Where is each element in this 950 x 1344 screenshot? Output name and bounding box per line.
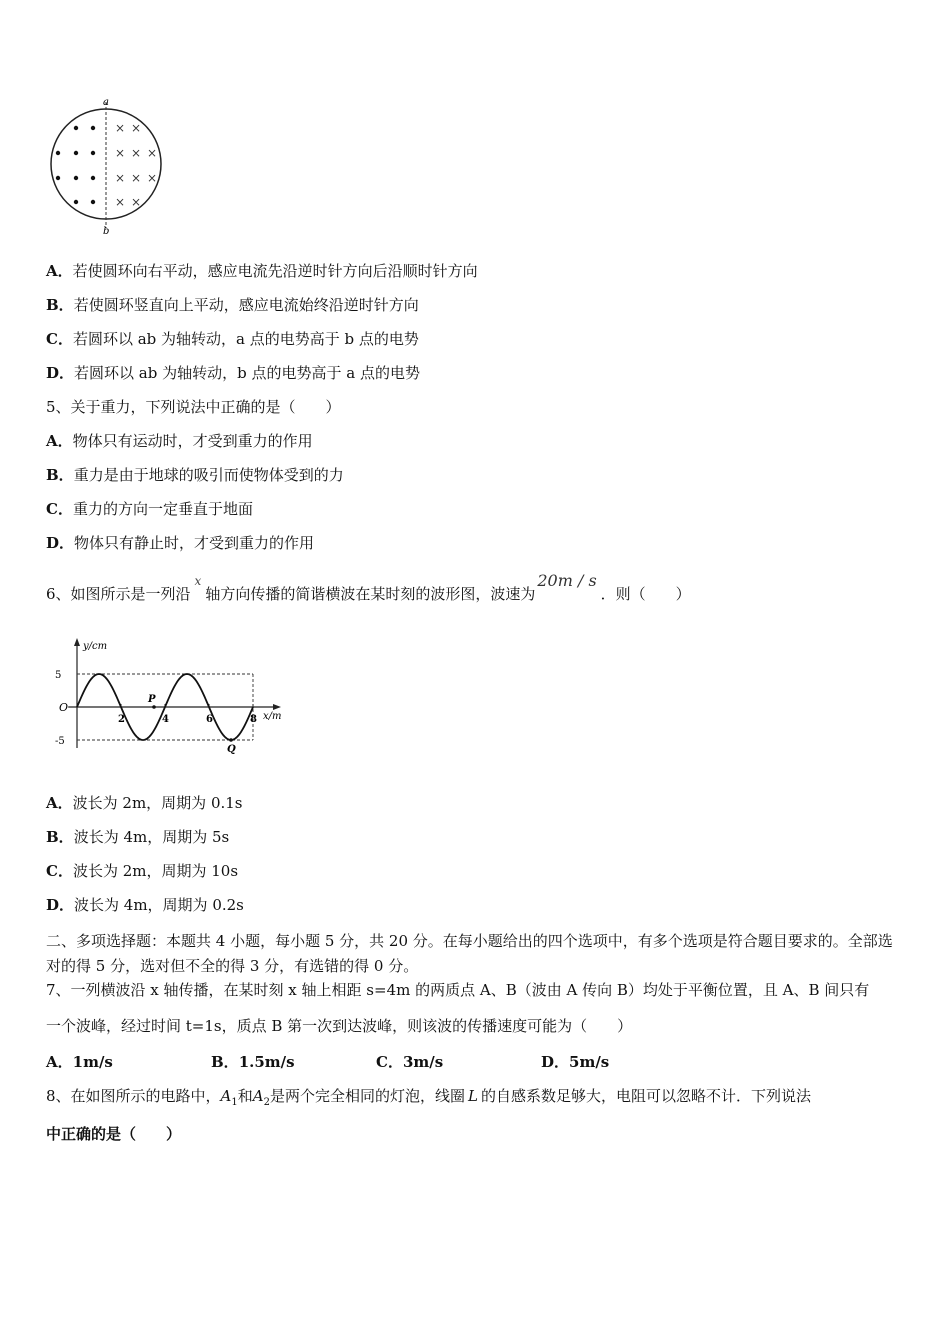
svg-text:×: × [115, 171, 126, 185]
ring-field-figure [44, 96, 174, 236]
section2-heading: 二、多项选择题：本题共 4 小题，每小题 5 分，共 20 分。在每小题给出的四个选项中，有多个选项是符合题目要求的。全部选对的得 5 分，选对但不全的得 3 分，有选错的得 0 分。 [46, 932, 893, 975]
point-label-q: Q [227, 744, 236, 755]
point-label-p: P [148, 694, 156, 705]
x-tick-label: 4 [162, 714, 169, 725]
point-p [152, 705, 156, 709]
q6-option-b: B．波长为 4m，周期为 5s [46, 828, 230, 846]
y-axis-label: y/cm [83, 641, 108, 652]
svg-text:×: × [131, 171, 142, 185]
x-axis-label: x/m [263, 711, 282, 722]
q7-option-d: D．5m/s [541, 1053, 610, 1071]
label-a: a [103, 97, 109, 108]
dots-field-out [56, 126, 95, 204]
x-tick-label: 2 [118, 714, 125, 725]
q4-option-d: D．若圆环以 ab 为轴转动，b 点的电势高于 a 点的电势 [46, 364, 420, 382]
q6-option-d: D．波长为 4m，周期为 0.2s [46, 896, 244, 914]
q5-option-d: D．物体只有静止时，才受到重力的作用 [46, 534, 315, 552]
label-b: b [103, 226, 110, 237]
q6-option-a: A．波长为 2m，周期为 0.1s [46, 794, 243, 812]
x-tick-label: 6 [206, 714, 213, 725]
q4-option-a: A．若使圆环向右平动，感应电流先沿逆时针方向后沿顺时针方向 [46, 262, 478, 280]
q7-line2: 一个波峰，经过时间 t=1s，质点 B 第一次到达波峰，则该波的传播速度可能为（ ） [46, 1017, 633, 1035]
q4-option-b: B．若使圆环竖直向上平动，感应电流始终沿逆时针方向 [46, 296, 419, 314]
q8-line2: 中正确的是（ ） [46, 1125, 182, 1143]
q8-line1: 8、在如图所示的电路中，$A_1$和$A_2$是两个完全相同的灯泡，线圈 L 的自感系数足够大，电阻可以忽略不计．下列说法 [46, 1087, 811, 1108]
y-axis-arrow [74, 638, 80, 646]
wave-chart [40, 630, 280, 755]
svg-text:×: × [115, 121, 126, 135]
svg-text:×: × [147, 171, 158, 185]
q6-option-c: C．波长为 2m，周期为 10s [46, 862, 239, 880]
y-tick-label: 5 [55, 670, 62, 681]
q5-option-c: C．重力的方向一定垂直于地面 [46, 500, 253, 518]
x-symbol: x [194, 574, 202, 588]
q5-option-b: B．重力是由于地球的吸引而使物体受到的力 [46, 466, 344, 484]
y-tick-label: -5 [55, 736, 65, 747]
q7-option-b: B．1.5m/s [211, 1053, 295, 1071]
point-q [229, 738, 233, 742]
q5-option-a: A．物体只有运动时，才受到重力的作用 [46, 432, 313, 450]
svg-text:×: × [131, 121, 142, 135]
svg-text:×: × [115, 195, 126, 209]
x-axis-arrow [273, 704, 281, 710]
svg-text:×: × [131, 146, 142, 160]
q7-line1: 7、一列横波沿 x 轴传播，在某时刻 x 轴上相距 s=4m 的两质点 A、B（波由 A 传向 B）均处于平衡位置，且 A、B 间只有 [46, 981, 870, 999]
svg-text:×: × [131, 195, 142, 209]
q5-stem: 5、关于重力，下列说法中正确的是（ ） [46, 398, 341, 416]
q6-stem: 6、如图所示是一列沿$^x$轴方向传播的简谐横波在某时刻的波形图，波速为20m / s．则（ ） [46, 571, 691, 603]
q7-option-a: A．1m/s [46, 1053, 113, 1071]
x-tick-label: 8 [250, 714, 257, 725]
q7-option-c: C．3m/s [376, 1053, 444, 1071]
svg-text:×: × [115, 146, 126, 160]
svg-text:×: × [147, 146, 158, 160]
wave-speed: 20m / s [537, 571, 597, 590]
origin-label: O [59, 701, 69, 714]
q4-option-c: C．若圆环以 ab 为轴转动，a 点的电势高于 b 点的电势 [46, 330, 419, 348]
